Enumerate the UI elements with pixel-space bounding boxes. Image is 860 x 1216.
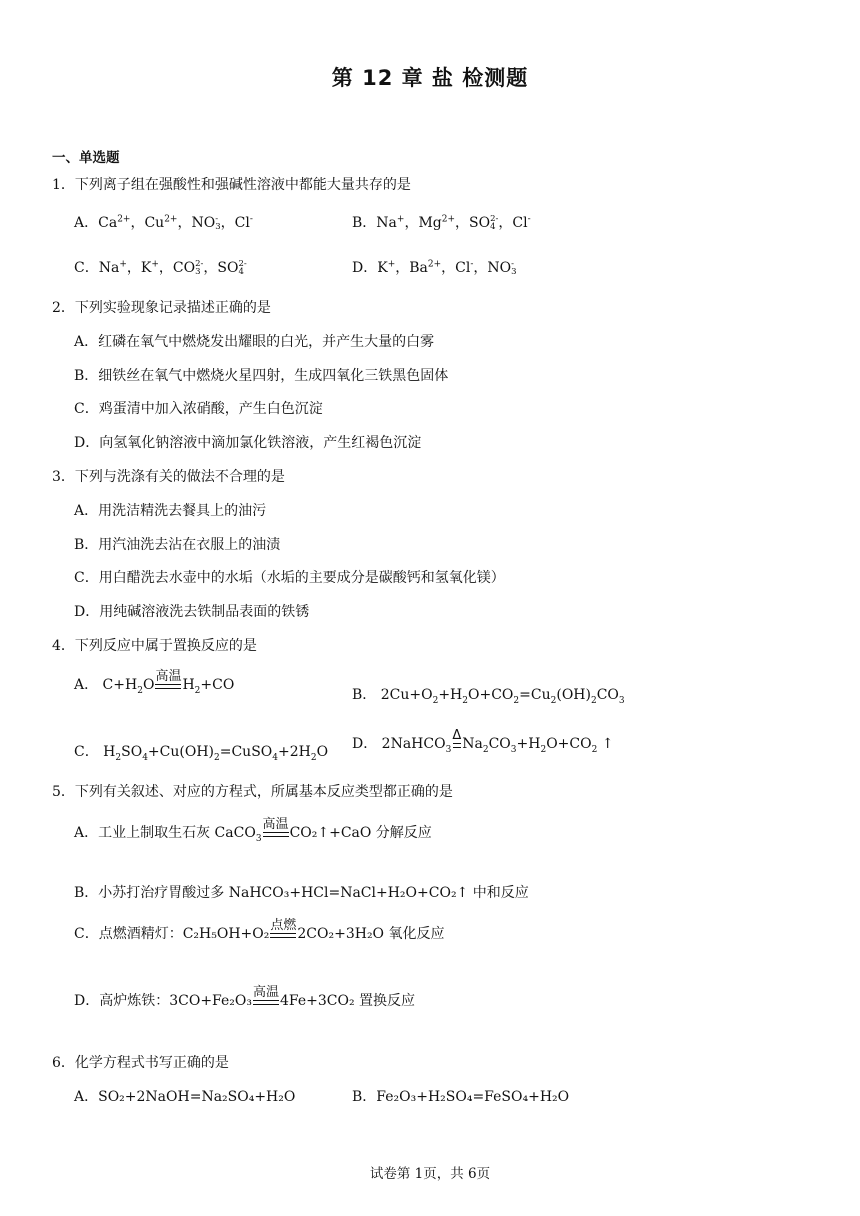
q3-option-c[interactable]: C．用白醋洗去水壶中的水垢（水垢的主要成分是碳酸钙和氢氧化镁）	[74, 570, 505, 586]
q1-option-a[interactable]: A．$Ca^{2+}$，$Cu^{2+}$，NO - 3 ，Cl-	[74, 214, 253, 232]
q5-option-d[interactable]: D．高炉炼铁：3CO+Fe₂O₃ 高温 4Fe+3CO₂ 置换反应	[74, 985, 416, 1009]
question-1-stem: 1．下列离子组在强酸性和强碱性溶液中都能大量共存的是	[52, 177, 411, 193]
condition-heat: Δ	[452, 729, 461, 753]
q4-option-b[interactable]: B． $2Cu+O_2+H_2O+CO_2=Cu_2(OH)_2CO_3$	[352, 687, 625, 706]
q5-option-b[interactable]: B．小苏打治疗胃酸过多 NaHCO₃+HCl=NaCl+H₂O+CO₂↑ 中和反应	[74, 885, 529, 901]
q2-option-d[interactable]: D．向氢氧化钠溶液中滴加氯化铁溶液，产生红褐色沉淀	[74, 435, 422, 451]
question-5-stem: 5．下列有关叙述、对应的方程式，所属基本反应类型都正确的是	[52, 784, 453, 800]
q1-option-b[interactable]: B．Na+，$Mg^{2+}$，SO 2- 4 ，Cl-	[352, 214, 531, 232]
question-6-stem: 6．化学方程式书写正确的是	[52, 1055, 229, 1071]
q4-option-d[interactable]: D． 2NaHCO$_3$ Δ $Na_2CO_3+H_2O+CO_2$ ↑	[352, 728, 614, 755]
question-2-stem: 2．下列实验现象记录描述正确的是	[52, 300, 271, 316]
q1-option-d[interactable]: D．K+，$Ba^{2+}$，Cl-，NO - 3	[352, 259, 517, 277]
q3-option-a[interactable]: A．用洗洁精洗去餐具上的油污	[74, 503, 267, 519]
q1-option-c[interactable]: C．Na+，K+，CO 2- 3 ，SO 2- 4	[74, 259, 247, 277]
q2-option-c[interactable]: C．鸡蛋清中加入浓硝酸，产生白色沉淀	[74, 401, 323, 417]
section-heading: 一、单选题	[52, 150, 120, 166]
q6-option-b[interactable]: B．Fe₂O₃+H₂SO₄=FeSO₄+H₂O	[352, 1089, 570, 1105]
q4-option-a[interactable]: A． $C+H_2O$ 高温 $H_2+CO$	[74, 669, 235, 696]
q3-option-b[interactable]: B．用汽油洗去沾在衣服上的油渍	[74, 537, 281, 553]
question-3-stem: 3．下列与洗涤有关的做法不合理的是	[52, 469, 285, 485]
q4-option-c[interactable]: C． $H_2SO_4+Cu(OH)_2=CuSO_4+2H_2O$	[74, 744, 329, 763]
page-footer: 试卷第 1页，共 6页	[369, 1166, 491, 1182]
q2-option-b[interactable]: B．细铁丝在氧气中燃烧火星四射，生成四氧化三铁黑色固体	[74, 368, 449, 384]
q5-option-c[interactable]: C．点燃酒精灯：C₂H₅OH+O₂ 点燃 2CO₂+3H₂O 氧化反应	[74, 918, 445, 942]
q6-option-a[interactable]: A．SO₂+2NaOH=Na₂SO₄+H₂O	[74, 1089, 296, 1105]
q3-option-d[interactable]: D．用纯碱溶液洗去铁制品表面的铁锈	[74, 604, 310, 620]
condition-high-temp: 高温	[155, 670, 181, 694]
question-4-stem: 4．下列反应中属于置换反应的是	[52, 638, 257, 654]
q2-option-a[interactable]: A．红磷在氧气中燃烧发出耀眼的白光，并产生大量的白雾	[74, 334, 435, 350]
q5-option-a[interactable]: A．工业上制取生石灰 CaCO$_3$ 高温 CO₂↑+CaO 分解反应	[74, 817, 432, 844]
page-title: 第 12 章 盐 检测题	[331, 66, 529, 90]
